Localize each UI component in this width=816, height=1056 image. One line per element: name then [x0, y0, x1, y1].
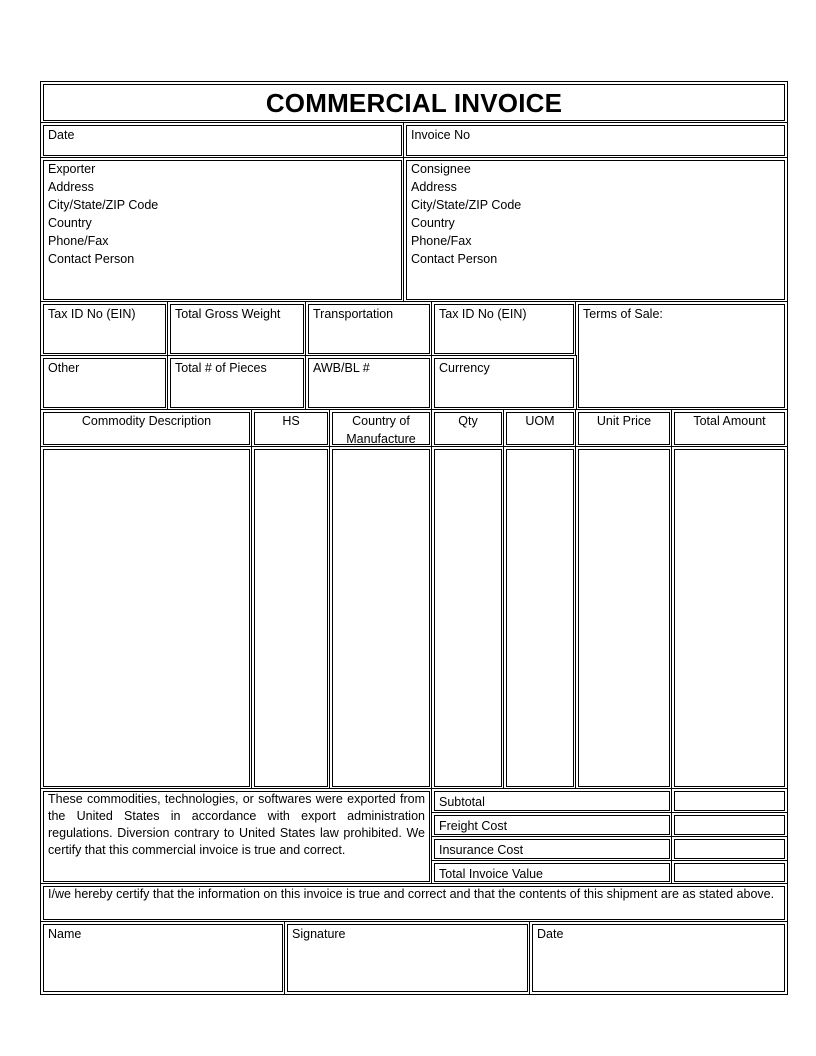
- consignee-address-label: Address: [411, 180, 457, 194]
- exporter-block[interactable]: [40, 157, 405, 303]
- column-header-uom: UOM: [503, 409, 577, 448]
- invoice-no-field[interactable]: [403, 122, 788, 159]
- exporter-label: Exporter: [48, 162, 96, 176]
- total-invoice-value-label: Total Invoice Value: [431, 860, 673, 885]
- exporter-city-label: City/State/ZIP Code: [48, 198, 159, 212]
- signature-label: Signature: [292, 927, 346, 941]
- other-label: Other: [48, 361, 80, 375]
- signature-date-field[interactable]: [529, 921, 788, 995]
- gross-weight-label: Total Gross Weight: [175, 307, 281, 321]
- consignee-block[interactable]: [403, 157, 788, 303]
- invoice-form: [40, 81, 788, 995]
- currency-label: Currency: [439, 361, 490, 375]
- name-label: Name: [48, 927, 82, 941]
- items-qty-column[interactable]: [431, 446, 505, 790]
- terms-of-sale-field[interactable]: [575, 301, 788, 411]
- freight-cost-value[interactable]: [671, 812, 788, 838]
- tax-id-field-1[interactable]: [40, 301, 169, 357]
- consignee-city-label: City/State/ZIP Code: [411, 198, 522, 212]
- insurance-cost-value[interactable]: [671, 836, 788, 862]
- items-total-amount-column[interactable]: [671, 446, 788, 790]
- signature-field[interactable]: [284, 921, 531, 995]
- name-field[interactable]: [40, 921, 286, 995]
- column-header-total-amount: Total Amount: [671, 409, 788, 448]
- column-header-hs: HS: [251, 409, 331, 448]
- invoice-no-label: Invoice No: [411, 128, 471, 142]
- total-invoice-value[interactable]: [671, 860, 788, 885]
- items-country-column[interactable]: [329, 446, 433, 790]
- consignee-label: Consignee: [411, 162, 471, 176]
- transportation-label: Transportation: [313, 307, 394, 321]
- currency-field[interactable]: [431, 355, 577, 411]
- column-header-qty: Qty: [431, 409, 505, 448]
- other-field[interactable]: [40, 355, 169, 411]
- exporter-address-label: Address: [48, 180, 94, 194]
- date-field[interactable]: [40, 122, 405, 159]
- pieces-field[interactable]: [167, 355, 307, 411]
- column-header-country: Country of Manufacture: [329, 409, 433, 448]
- invoice-title: COMMERCIAL INVOICE: [40, 81, 788, 124]
- freight-cost-label: Freight Cost: [431, 812, 673, 838]
- transportation-field[interactable]: [305, 301, 433, 357]
- consignee-contact-label: Contact Person: [411, 252, 498, 266]
- consignee-phone-label: Phone/Fax: [411, 234, 472, 248]
- pieces-label: Total # of Pieces: [175, 361, 267, 375]
- consignee-country-label: Country: [411, 216, 455, 230]
- terms-of-sale-label: Terms of Sale:: [583, 307, 663, 321]
- export-statement: These commodities, technologies, or softwares were exported from the United States in accordance with export administration regulations. Diversion contrary to United States law prohibited. We certify that this commercial invoice is true and correct.: [40, 788, 433, 885]
- exporter-country-label: Country: [48, 216, 92, 230]
- tax-id-label-2: Tax ID No (EIN): [439, 307, 527, 321]
- exporter-contact-label: Contact Person: [48, 252, 135, 266]
- items-description-column[interactable]: [40, 446, 253, 790]
- items-uom-column[interactable]: [503, 446, 577, 790]
- items-unit-price-column[interactable]: [575, 446, 673, 790]
- awb-field[interactable]: [305, 355, 433, 411]
- exporter-phone-label: Phone/Fax: [48, 234, 109, 248]
- date-label: Date: [48, 128, 75, 142]
- column-header-description: Commodity Description: [40, 409, 253, 448]
- tax-id-field-2[interactable]: [431, 301, 577, 357]
- column-header-unit-price: Unit Price: [575, 409, 673, 448]
- gross-weight-field[interactable]: [167, 301, 307, 357]
- certification-statement: I/we hereby certify that the information on this invoice is true and correct and that the contents of this shipment are as stated above.: [40, 883, 788, 923]
- items-hs-column[interactable]: [251, 446, 331, 790]
- subtotal-label: Subtotal: [431, 788, 673, 814]
- insurance-cost-label: Insurance Cost: [431, 836, 673, 862]
- awb-label: AWB/BL #: [313, 361, 370, 375]
- subtotal-value[interactable]: [671, 788, 788, 814]
- tax-id-label-1: Tax ID No (EIN): [48, 307, 136, 321]
- signature-date-label: Date: [537, 927, 564, 941]
